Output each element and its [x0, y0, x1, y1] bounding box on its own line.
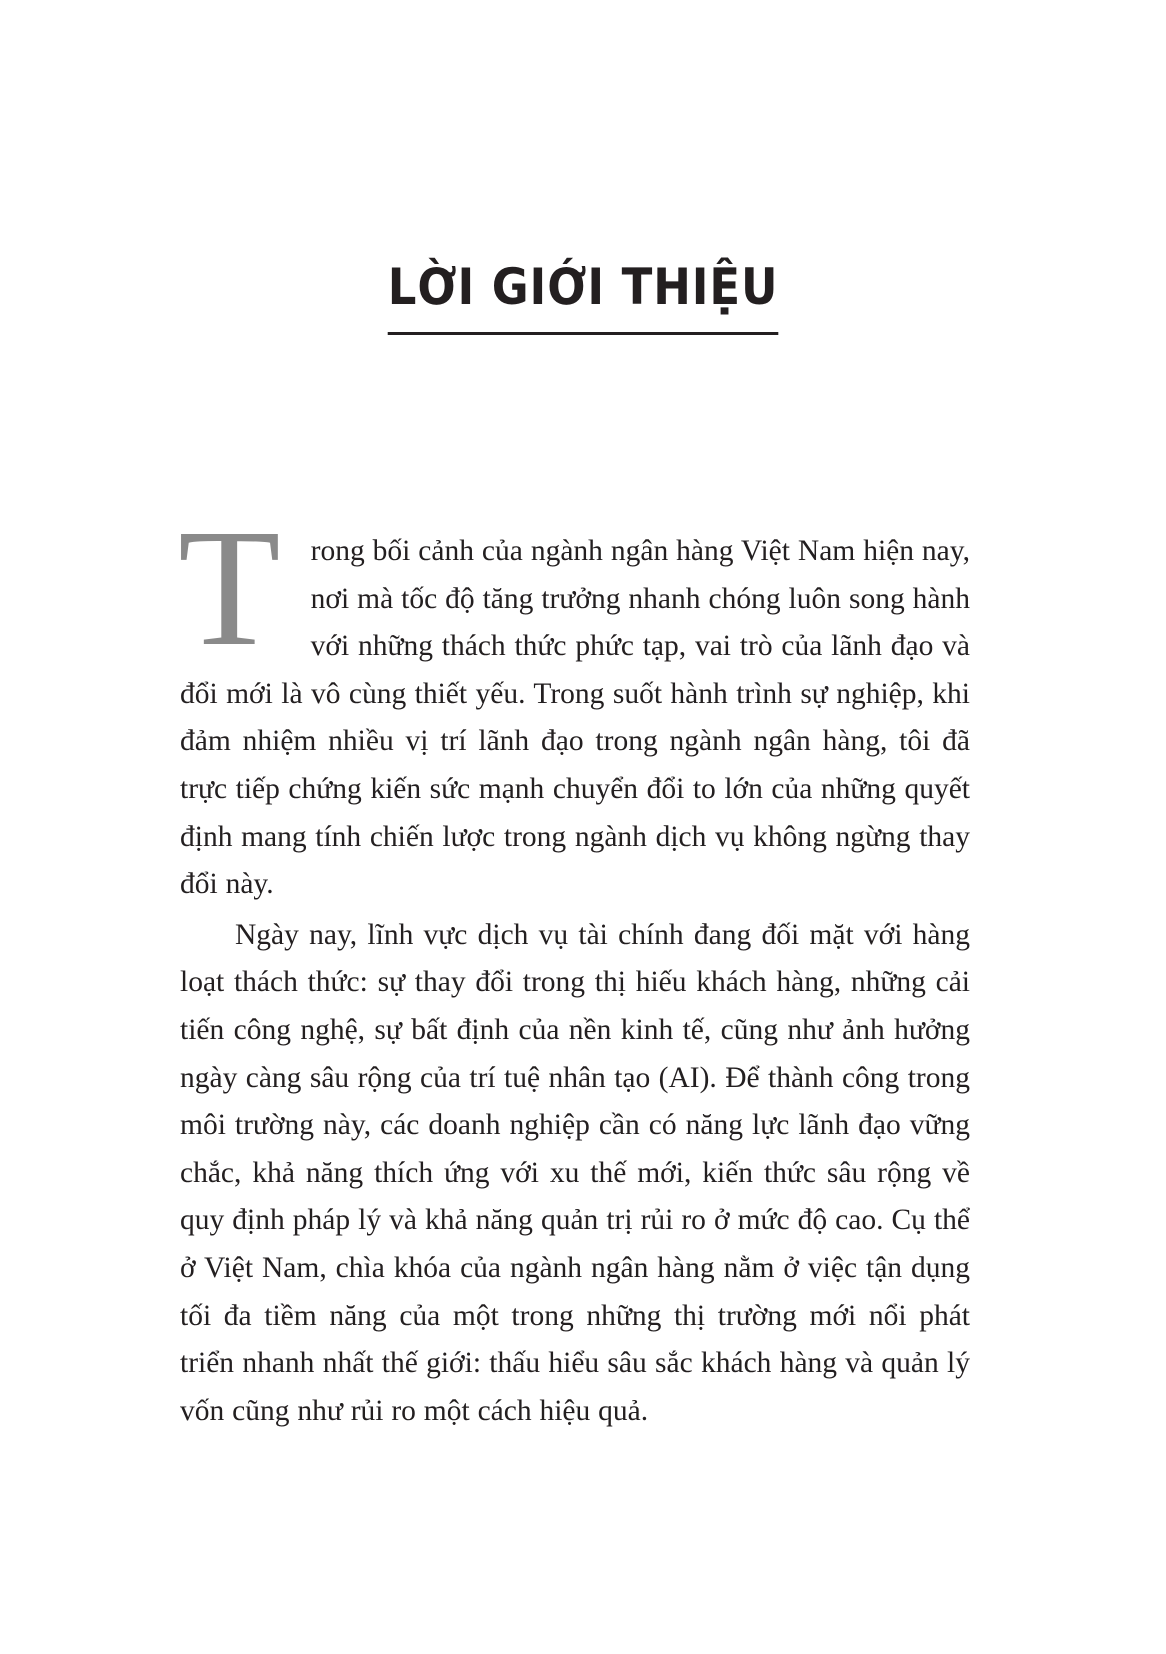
paragraph-2: Ngày nay, lĩnh vực dịch vụ tài chính đang đối mặt với hàng loạt thách thức: sự thay đổi trong thị hiếu khách hàng, những cải tiến công nghệ, sự bất định của nền kinh tế, cũng như ảnh hưởng ngày càng sâu rộng của trí tuệ nhân tạo (AI). Để thành công trong môi trường này, các doanh nghiệp cần có năng lực lãnh đạo vững chắc, khả năng thích ứng với xu thế mới, kiến thức sâu rộng về quy định pháp lý và khả năng quản trị rủi ro ở mức độ cao. Cụ thể ở Việt Nam, chìa khóa của ngành ngân hàng nằm ở việc tận dụng tối đa tiềm năng của một trong những thị trường mới nổi phát triển nhanh nhất thế giới: thấu hiểu sâu sắc khách hàng và quản lý vốn cũng như rủi ro một cách hiệu quả.	[180, 918, 970, 1427]
paragraph-1-text: rong bối cảnh của ngành ngân hàng Việt Nam hiện nay, nơi mà tốc độ tăng trưởng nhanh chóng luôn song hành với những thách thức phức tạp, vai trò của lãnh đạo và đổi mới là vô cùng thiết yếu. Trong suốt hành trình sự nghiệp, khi đảm nhiệm nhiều vị trí lãnh đạo trong ngành ngân hàng, tôi đã trực tiếp chứng kiến sức mạnh chuyển đổi to lớn của những quyết định mang tính chiến lược trong ngành dịch vụ không ngừng thay đổi này.	[180, 535, 970, 901]
title-block	[0, 250, 1166, 335]
paragraph-1	[178, 495, 970, 909]
drop-cap: T	[178, 495, 281, 681]
page-title: LỜI GIỚI THIỆU	[388, 250, 779, 335]
body-text	[178, 495, 970, 1435]
